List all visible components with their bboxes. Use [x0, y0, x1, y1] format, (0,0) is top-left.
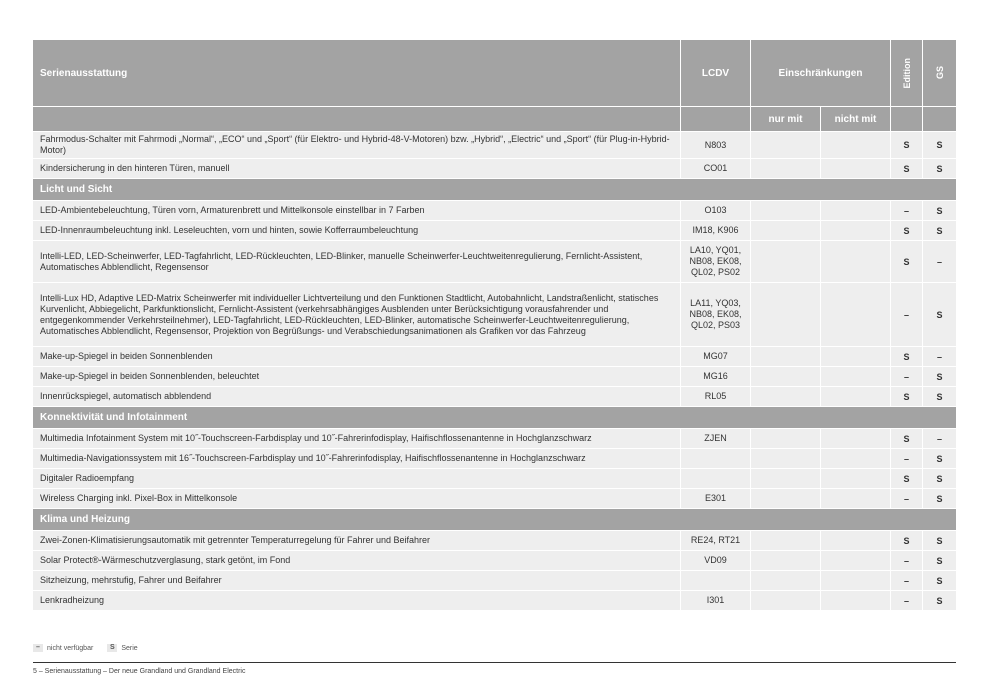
gs-availability: S: [923, 449, 956, 468]
table-row: [33, 428, 956, 448]
table-row: [33, 448, 956, 468]
feature-description: Intelli-Lux HD, Adaptive LED-Matrix Scheinwerfer mit individueller Lichtverteilung und den Funktionen Stadtlicht, Autobahnlicht, Landstraßenlicht, statisches Kurvenlicht, Abbiegelicht, Parkfunktionslicht, Fernlicht-Assistent (verkehrsabhängiges Ausblenden unter Berücksichtigung vorausfahrender und entgegenkommender Verkehrsteilnehmer), LED-Tagfahrlicht, LED-Rückleuchten, LED-Blinker, automatische Scheinwerfer-Leuchtweitenregulierung, Automatisches Abblendlicht, Regensensor, Projektion von Begrüßungs- und Verabschiedungsanimationen als Grafiken vor das Fahrzeug: [33, 283, 681, 346]
edition-availability: S: [891, 347, 923, 366]
header-lcdv: LCDV: [681, 40, 751, 106]
feature-description: Lenkradheizung: [33, 591, 681, 610]
table-subheader: [33, 106, 956, 131]
edition-availability: –: [891, 367, 923, 386]
gs-availability: S: [923, 591, 956, 610]
section-climate: Klima und Heizung: [33, 508, 956, 530]
table-row: [33, 200, 956, 220]
table-row: [33, 158, 956, 178]
feature-description: Wireless Charging inkl. Pixel-Box in Mittelkonsole: [33, 489, 681, 508]
feature-description: Fahrmodus-Schalter mit Fahrmodi „Normal“, „ECO“ und „Sport“ (für Elektro- und Hybrid-48-V-Motoren) bzw. „Hybrid“, „Electric“ und „Sport“ (für Plug-in-Hybrid-Motor): [33, 132, 681, 158]
equipment-table: [33, 40, 956, 610]
only-with-cell: [751, 347, 821, 366]
only-with-cell: [751, 469, 821, 488]
not-with-cell: [821, 449, 891, 468]
not-with-cell: [821, 469, 891, 488]
edition-availability: S: [891, 132, 923, 158]
table-row: [33, 366, 956, 386]
not-with-cell: [821, 429, 891, 448]
legend-s-text: Serie: [121, 644, 138, 652]
lcdv-code: LA10, YQ01, NB08, EK08, QL02, PS02: [681, 241, 751, 282]
gs-availability: –: [923, 347, 956, 366]
gs-availability: S: [923, 489, 956, 508]
only-with-cell: [751, 159, 821, 178]
table-row: [33, 570, 956, 590]
edition-availability: S: [891, 221, 923, 240]
not-with-cell: [821, 132, 891, 158]
gs-availability: S: [923, 283, 956, 346]
feature-description: Kindersicherung in den hinteren Türen, manuell: [33, 159, 681, 178]
only-with-cell: [751, 571, 821, 590]
lcdv-code: E301: [681, 489, 751, 508]
feature-description: Innenrückspiegel, automatisch abblendend: [33, 387, 681, 406]
table-row: [33, 590, 956, 610]
edition-availability: –: [891, 201, 923, 220]
feature-description: Multimedia-Navigationssystem mit 16˝-Touchscreen-Farbdisplay und 10˝-Fahrerinfodisplay, Haifischflossenantenne in Hochglanzschwarz: [33, 449, 681, 468]
lcdv-code: VD09: [681, 551, 751, 570]
lcdv-code: I301: [681, 591, 751, 610]
table-header: [33, 40, 956, 106]
gs-availability: S: [923, 132, 956, 158]
not-with-cell: [821, 347, 891, 366]
table-row: [33, 346, 956, 366]
gs-availability: S: [923, 551, 956, 570]
feature-description: LED-Ambientebeleuchtung, Türen vorn, Armaturenbrett und Mittelkonsole einstellbar in 7 Farben: [33, 201, 681, 220]
not-with-cell: [821, 591, 891, 610]
lcdv-code: ZJEN: [681, 429, 751, 448]
lcdv-code: N803: [681, 132, 751, 158]
only-with-cell: [751, 241, 821, 282]
not-with-cell: [821, 551, 891, 570]
lcdv-code: LA11, YQ03, NB08, EK08, QL02, PS03: [681, 283, 751, 346]
section-light: Licht und Sicht: [33, 178, 956, 200]
lcdv-code: RL05: [681, 387, 751, 406]
only-with-cell: [751, 367, 821, 386]
feature-description: Solar Protect®-Wärmeschutzverglasung, stark getönt, im Fond: [33, 551, 681, 570]
not-with-cell: [821, 159, 891, 178]
gs-availability: S: [923, 469, 956, 488]
gs-availability: S: [923, 367, 956, 386]
not-with-cell: [821, 283, 891, 346]
table-row: [33, 530, 956, 550]
feature-description: Intelli-LED, LED-Scheinwerfer, LED-Tagfahrlicht, LED-Rückleuchten, LED-Blinker, manuelle Scheinwerfer-Leuchtweitenregulierung, Fernlicht-Assistent, Automatisches Abblendlicht, Regensensor: [33, 241, 681, 282]
edition-availability: –: [891, 571, 923, 590]
edition-availability: S: [891, 387, 923, 406]
not-with-cell: [821, 489, 891, 508]
feature-description: Zwei-Zonen-Klimatisierungsautomatik mit getrennter Temperaturregelung für Fahrer und Beifahrer: [33, 531, 681, 550]
only-with-cell: [751, 132, 821, 158]
feature-description: LED-Innenraumbeleuchtung inkl. Leseleuchten, vorn und hinten, sowie Kofferraumbeleuchtung: [33, 221, 681, 240]
lcdv-code: [681, 449, 751, 468]
legend-na-symbol: –: [33, 644, 43, 652]
only-with-cell: [751, 489, 821, 508]
table-row: [33, 550, 956, 570]
table-row: [33, 282, 956, 346]
only-with-cell: [751, 551, 821, 570]
subheader-not-with: nicht mit: [821, 107, 891, 131]
lcdv-code: [681, 469, 751, 488]
feature-description: Multimedia Infotainment System mit 10˝-Touchscreen-Farbdisplay und 10˝-Fahrerinfodisplay, Haifischflossenantenne in Hochglanzschwarz: [33, 429, 681, 448]
header-restrictions: Einschränkungen: [751, 40, 891, 106]
edition-availability: –: [891, 551, 923, 570]
legend-serie: [107, 644, 137, 652]
gs-availability: –: [923, 429, 956, 448]
subheader-only-with: nur mit: [751, 107, 821, 131]
footer-divider: [33, 662, 956, 663]
legend-na-text: nicht verfügbar: [47, 644, 94, 652]
header-edition-label: Edition: [901, 57, 912, 89]
gs-availability: S: [923, 159, 956, 178]
rows-light: [33, 200, 956, 406]
not-with-cell: [821, 201, 891, 220]
lcdv-code: RE24, RT21: [681, 531, 751, 550]
legend-s-symbol: S: [107, 644, 117, 652]
edition-availability: S: [891, 159, 923, 178]
only-with-cell: [751, 201, 821, 220]
section-connectivity: Konnektivität und Infotainment: [33, 406, 956, 428]
only-with-cell: [751, 283, 821, 346]
header-feature: Serienausstattung: [33, 40, 681, 106]
edition-availability: S: [891, 531, 923, 550]
lcdv-code: [681, 571, 751, 590]
header-gs-label: GS: [934, 66, 945, 80]
lcdv-code: CO01: [681, 159, 751, 178]
edition-availability: –: [891, 591, 923, 610]
gs-availability: –: [923, 241, 956, 282]
not-with-cell: [821, 367, 891, 386]
table-row: [33, 488, 956, 508]
lcdv-code: MG07: [681, 347, 751, 366]
edition-availability: S: [891, 241, 923, 282]
not-with-cell: [821, 221, 891, 240]
header-edition: [891, 40, 923, 106]
feature-description: Make-up-Spiegel in beiden Sonnenblenden: [33, 347, 681, 366]
not-with-cell: [821, 571, 891, 590]
table-row: [33, 131, 956, 158]
subheader-blank-code: [681, 107, 751, 131]
rows-connectivity: [33, 428, 956, 508]
gs-availability: S: [923, 201, 956, 220]
edition-availability: S: [891, 429, 923, 448]
lcdv-code: IM18, K906: [681, 221, 751, 240]
feature-description: Sitzheizung, mehrstufig, Fahrer und Beifahrer: [33, 571, 681, 590]
only-with-cell: [751, 449, 821, 468]
lcdv-code: MG16: [681, 367, 751, 386]
table-row: [33, 386, 956, 406]
header-gs: [923, 40, 956, 106]
feature-description: Make-up-Spiegel in beiden Sonnenblenden, beleuchtet: [33, 367, 681, 386]
lcdv-code: O103: [681, 201, 751, 220]
gs-availability: S: [923, 531, 956, 550]
only-with-cell: [751, 221, 821, 240]
subheader-blank: [33, 107, 681, 131]
edition-availability: –: [891, 449, 923, 468]
subheader-blank-ed: [891, 107, 923, 131]
gs-availability: S: [923, 571, 956, 590]
legend-na: [33, 644, 93, 652]
subheader-blank-gs: [923, 107, 956, 131]
only-with-cell: [751, 429, 821, 448]
rows-climate: [33, 530, 956, 610]
gs-availability: S: [923, 221, 956, 240]
page-footer: 5 – Serienausstattung – Der neue Grandland und Grandland Electric: [33, 668, 246, 675]
edition-availability: –: [891, 283, 923, 346]
table-row: [33, 468, 956, 488]
not-with-cell: [821, 387, 891, 406]
not-with-cell: [821, 531, 891, 550]
rows-general: [33, 131, 956, 178]
only-with-cell: [751, 591, 821, 610]
only-with-cell: [751, 531, 821, 550]
only-with-cell: [751, 387, 821, 406]
not-with-cell: [821, 241, 891, 282]
legend: [33, 644, 152, 652]
edition-availability: –: [891, 489, 923, 508]
edition-availability: S: [891, 469, 923, 488]
gs-availability: S: [923, 387, 956, 406]
feature-description: Digitaler Radioempfang: [33, 469, 681, 488]
table-row: [33, 220, 956, 240]
table-row: [33, 240, 956, 282]
